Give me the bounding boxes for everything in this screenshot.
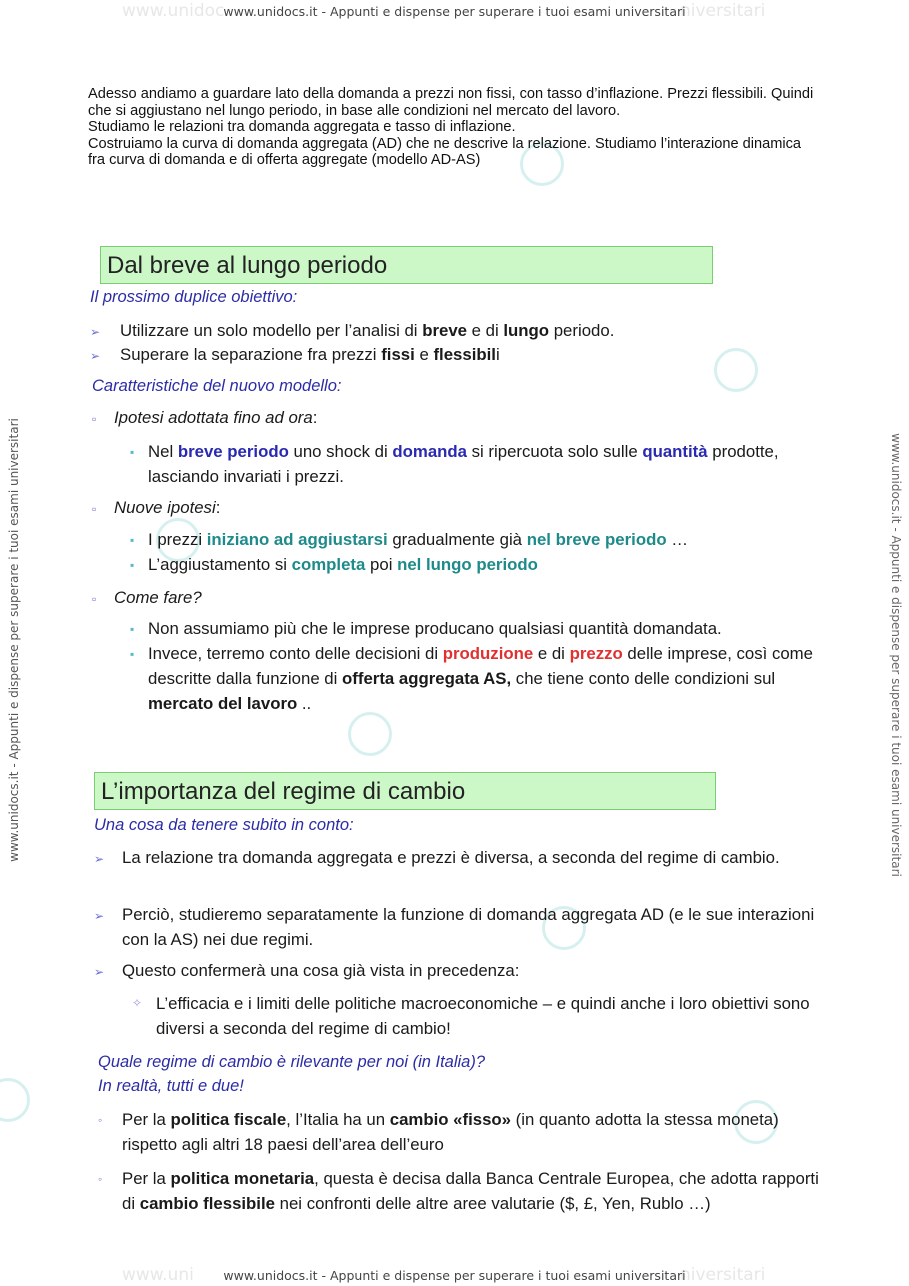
text-italic: Nuove ipotesi (114, 498, 216, 517)
text: Nel (148, 442, 178, 461)
features-heading: Caratteristiche del nuovo modello: (92, 377, 342, 395)
side-watermark-left (7, 418, 21, 862)
dot-bullet-icon: ▪ (130, 445, 135, 459)
hypothesis-item (114, 405, 317, 430)
bullet-item: Perciò, studieremo separatamente la funzione di domanda aggregata AD (e le sue interazioni con la AS) nei due regimi. (122, 905, 815, 949)
text-teal: nel lungo periodo (397, 555, 538, 574)
text-bold: breve (422, 321, 467, 340)
text: … (666, 530, 689, 549)
square-bullet-icon: ▫ (92, 412, 97, 426)
slide-title: Dal breve al lungo periodo (100, 246, 713, 284)
text-bold: cambio «fisso» (389, 1110, 511, 1129)
hypothesis-item (114, 495, 220, 520)
text: uno shock di (288, 442, 393, 461)
footer-watermark: www.uni (122, 1265, 194, 1285)
dot-bullet-icon: ▪ (130, 622, 135, 636)
watermark-logo-icon (714, 348, 758, 392)
text: che tiene conto delle condizioni sul (511, 669, 776, 688)
objective-item (120, 342, 500, 367)
text: Per la (122, 1110, 171, 1129)
square-bullet-icon: ▫ (92, 502, 97, 516)
hypothesis-item: Come fare? (114, 588, 202, 607)
small-bullet-icon: ◦ (98, 1113, 103, 1127)
text-bold: politica fiscale (170, 1110, 287, 1129)
hypothesis-detail (148, 552, 538, 577)
text-blue: breve periodo (177, 442, 289, 461)
text-bold: mercato del lavoro (148, 694, 298, 713)
arrow-bullet-icon: ➢ (94, 909, 105, 923)
square-bullet-icon: ▫ (92, 592, 97, 606)
text: Utilizzare un solo modello per l’analisi di (120, 321, 423, 340)
text: : (312, 408, 318, 427)
footer-watermark-right: niversitari (680, 1265, 766, 1285)
text-bold: lungo (503, 321, 550, 340)
text-italic: Ipotesi adottata fino ad ora (114, 408, 313, 427)
text: nei confronti delle altre aree valutarie ($, £, Yen, Rublo …) (274, 1194, 711, 1213)
text-bold: fissi (381, 345, 415, 364)
text-blue: domanda (392, 442, 467, 461)
text: i (495, 345, 500, 364)
side-watermark-right-text: www.unidocs.it - Appunti e dispense per superare i tuoi esami universitari (889, 433, 903, 877)
text: si ripercuota solo sulle (466, 442, 643, 461)
bullet-item: La relazione tra domanda aggregata e prezzi è diversa, a seconda del regime di cambio. (122, 848, 780, 867)
side-watermark-left-text: www.unidocs.it - Appunti e dispense per superare i tuoi esami universitari (7, 418, 21, 862)
text-bold: politica monetaria (170, 1169, 315, 1188)
text: : (215, 498, 221, 517)
arrow-bullet-icon: ➢ (90, 349, 101, 363)
bullet-item: Questo confermerà una cosa già vista in precedenza: (122, 961, 520, 980)
intro-paragraph: Adesso andiamo a guardare lato della domanda a prezzi non fissi, con tasso d’inflazione. Prezzi flessibili. Quindi che si aggiustano nel lungo periodo, in base alle condizioni nel mercato del lavoro. (88, 86, 814, 119)
intro-text (88, 86, 818, 169)
objective-item (120, 318, 614, 343)
text: e di (533, 644, 570, 663)
text: L’aggiustamento si (148, 555, 292, 574)
hypothesis-detail: Non assumiamo più che le imprese producano qualsiasi quantità domandata. (148, 619, 722, 638)
text: .. (297, 694, 312, 713)
text-bold: offerta aggregata AS, (342, 669, 512, 688)
text: gradualmente già (387, 530, 527, 549)
intro-paragraph: Studiamo le relazioni tra domanda aggregata e tasso di inflazione. (88, 119, 516, 136)
intro-paragraph: Costruiamo la curva di domanda aggregata (AD) che ne descrive la relazione. Studiamo l’interazione dinamica fra curva di domanda e di offerta aggregate (modello AD-AS) (88, 135, 802, 169)
text: (in quanto adotta la stessa moneta) rispetto agli altri 18 paesi dell’area dell’euro (122, 1110, 779, 1154)
diamond-bullet-icon: ✧ (132, 996, 143, 1010)
slide-subtitle: Il prossimo duplice obiettivo: (90, 288, 298, 306)
bullet-subitem: L’efficacia e i limiti delle politiche macroeconomiche – e quindi anche i loro obiettivi sono diversi a seconda del regime di cambio! (156, 994, 810, 1038)
header-text: www.unidocs.it - Appunti e dispense per superare i tuoi esami universitari (223, 4, 686, 19)
text: Per la (122, 1169, 171, 1188)
hypothesis-detail (148, 641, 828, 716)
header-watermark: www.unidoc (122, 1, 225, 21)
footer-text: www.unidocs.it - Appunti e dispense per superare i tuoi esami universitari (223, 1268, 686, 1283)
text: delle imprese, così come descritte dalla funzione di (148, 644, 813, 688)
header-watermark-right: niversitari (680, 1, 766, 21)
watermark-logo-icon (348, 712, 392, 756)
arrow-bullet-icon: ➢ (94, 852, 105, 866)
text-bold: cambio flessibile (139, 1194, 275, 1213)
policy-item (122, 1166, 822, 1216)
watermark-logo-icon (0, 1078, 30, 1122)
text: e (414, 345, 434, 364)
slide-subtitle: Una cosa da tenere subito in conto: (94, 816, 354, 834)
text-red: prezzo (569, 644, 623, 663)
text: , questa è decisa dalla Banca Centrale Europea, che adotta rapporti di (122, 1169, 819, 1213)
dot-bullet-icon: ▪ (130, 558, 135, 572)
text-red: produzione (442, 644, 534, 663)
slide-title: L’importanza del regime di cambio (94, 772, 716, 810)
text-bold: flessibil (433, 345, 496, 364)
text: , l’Italia ha un (286, 1110, 390, 1129)
text: e di (466, 321, 504, 340)
dot-bullet-icon: ▪ (130, 533, 135, 547)
hypothesis-detail (148, 527, 688, 552)
text-teal: nel breve periodo (526, 530, 667, 549)
text: Invece, terremo conto delle decisioni di (148, 644, 443, 663)
dot-bullet-icon: ▪ (130, 647, 135, 661)
text: periodo. (549, 321, 615, 340)
small-bullet-icon: ◦ (98, 1172, 103, 1186)
text: Superare la separazione fra prezzi (120, 345, 382, 364)
text-teal: completa (291, 555, 366, 574)
answer-line: In realtà, tutti e due! (98, 1077, 244, 1095)
question-line: Quale regime di cambio è rilevante per noi (in Italia)? (98, 1053, 486, 1071)
policy-item (122, 1107, 822, 1157)
page-header (0, 1, 909, 21)
text: I prezzi (148, 530, 207, 549)
hypothesis-detail (148, 439, 828, 489)
page-footer (0, 1265, 909, 1285)
text: poi (365, 555, 398, 574)
text-blue: quantità (642, 442, 708, 461)
arrow-bullet-icon: ➢ (90, 325, 101, 339)
text: prodotte, lasciando invariati i prezzi. (148, 442, 779, 486)
side-watermark-right (889, 433, 903, 877)
text-teal: iniziano ad aggiustarsi (206, 530, 388, 549)
arrow-bullet-icon: ➢ (94, 965, 105, 979)
